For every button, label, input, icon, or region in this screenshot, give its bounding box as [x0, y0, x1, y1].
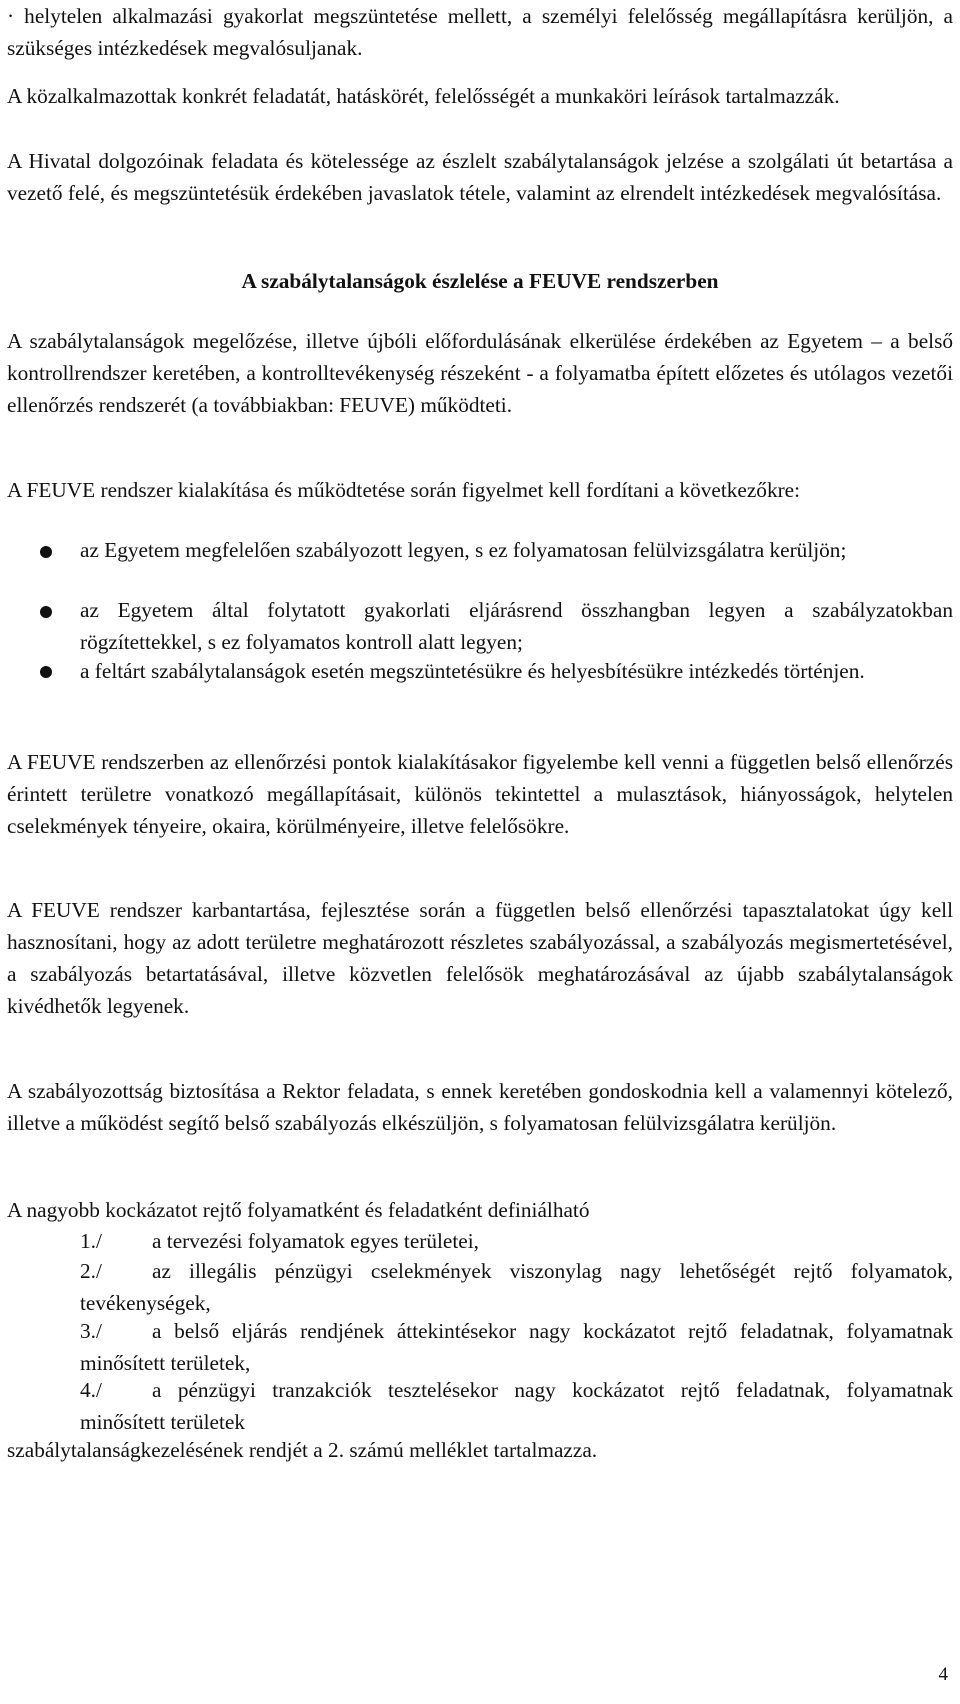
paragraph-control-points: A FEUVE rendszerben az ellenőrzési pontok kialakításakor figyelembe kell venni a független belső ellenőrzés érintett területre vonatkozó megállapításait, különös tekintettel a mulasztások, hiányosságok, helytelen cselekmények tényeire, okaira, körülményeire, illetve felelősökre.: [7, 750, 953, 839]
list-item-bullet: az Egyetem megfelelően szabályozott legyen, s ez folyamatosan felülvizsgálatra kerüljön;: [80, 538, 847, 562]
paragraph-personal-responsibility: · helytelen alkalmazási gyakorlat megszüntetése mellett, a személyi felelősség megállapításra kerüljön, a szükséges intézkedések megvalósuljanak.: [7, 4, 953, 61]
paragraph-maintenance: A FEUVE rendszer karbantartása, fejlesztése során a független belső ellenőrzési tapasztalatokat úgy kell hasznosítani, hogy az adott területre meghatározott részletes szabályozással, a szabályozás megismertetésével, a szabályozás betartatásával, illetve közvetlen felelősök meghatározásával az újabb szabálytalanságok kivédhetők legyenek.: [7, 898, 953, 1019]
bullet-icon: [40, 546, 52, 558]
paragraph-job-descriptions: A közalkalmazottak konkrét feladatát, hatáskörét, felelősségét a munkaköri leírások tartalmazzák.: [7, 84, 840, 108]
list-item-text: az illegális pénzügyi cselekmények viszonylag nagy lehetőségét rejtő folyamatok, tevékenységek,: [80, 1259, 953, 1316]
list-item-number: 3./: [80, 1319, 102, 1343]
bullet-icon: [40, 606, 52, 618]
list-item-number: 2./: [80, 1259, 102, 1283]
paragraph-high-risk-intro: A nagyobb kockázatot rejtő folyamatként és feladatként definiálható: [7, 1198, 590, 1222]
section-heading: A szabálytalanságok észlelése a FEUVE rendszerben: [241, 269, 719, 293]
list-item-number: 4./: [80, 1378, 102, 1402]
page-number: 4: [938, 1664, 948, 1685]
list-item-number: 1./: [80, 1229, 102, 1253]
list-item-bullet: az Egyetem által folytatott gyakorlati eljárásrend összhangban legyen a szabályzatokban rögzítettekkel, s ez folyamatos kontroll alatt legyen;: [80, 598, 953, 655]
paragraph-feuve-intro: A szabálytalanságok megelőzése, illetve újbóli előfordulásának elkerülése érdekében az Egyetem – a belső kontrollrendszer keretében, a kontrolltevékenység részeként - a folyamatba épített előzetes és utólagos vezetői ellenőrzés rendszerét (a továbbiakban: FEUVE) működteti.: [7, 329, 953, 418]
list-item-text: a belső eljárás rendjének áttekintésekor nagy kockázatot rejtő feladatnak, folyamatnak minősített területek,: [80, 1319, 953, 1376]
bullet-icon: [40, 666, 52, 678]
list-item-text: a pénzügyi tranzakciók tesztelésekor nagy kockázatot rejtő feladatnak, folyamatnak minősített területek: [80, 1378, 953, 1435]
paragraph-staff-duties: A Hivatal dolgozóinak feladata és kötelessége az észlelt szabálytalanságok jelzése a szolgálati út betartása a vezető felé, és megszüntetésük érdekében javaslatok tétele, valamint az elrendelt intézkedések megvalósítása.: [7, 149, 953, 206]
paragraph-annex-reference: szabálytalanságkezelésének rendjét a 2. számú melléklet tartalmazza.: [7, 1438, 598, 1462]
paragraph-regulation-rector: A szabályozottság biztosítása a Rektor feladata, s ennek keretében gondoskodnia kell a valamennyi kötelező, illetve a működést segítő belső szabályozás elkészüljön, s folyamatosan felülvizsgálatra kerüljön.: [7, 1079, 953, 1136]
list-item-text: a tervezési folyamatok egyes területei,: [152, 1229, 479, 1253]
list-item-bullet: a feltárt szabálytalanságok esetén megszüntetésükre és helyesbítésükre intézkedés történjen.: [80, 659, 865, 683]
paragraph-feuve-considerations: A FEUVE rendszer kialakítása és működtetése során figyelmet kell fordítani a következőkre:: [7, 478, 801, 502]
